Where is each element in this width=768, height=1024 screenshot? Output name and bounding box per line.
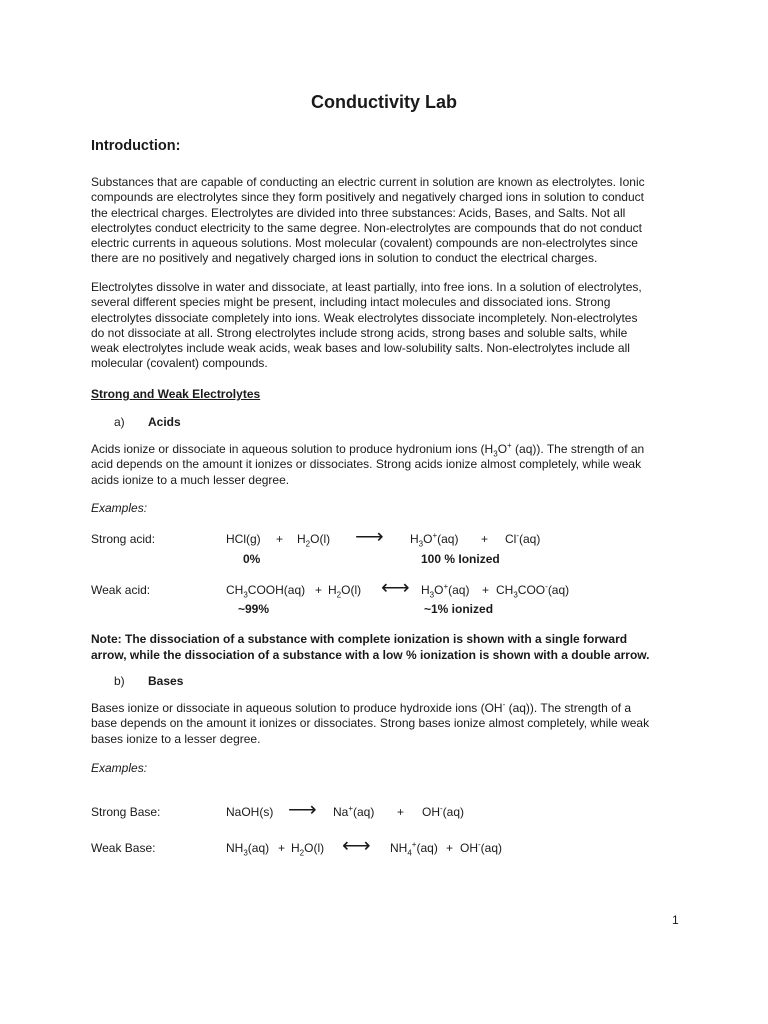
list-letter: b) (114, 674, 125, 688)
acids-label: Acids (148, 415, 181, 429)
strong-base-reactant: NaOH(s) (226, 805, 274, 819)
strong-base-label: Strong Base: (91, 805, 161, 819)
plus-sign: + (482, 583, 490, 597)
text-line: base depends on the amount it ionizes or dissociates. Strong bases ionize almost completely, while weak (91, 716, 650, 731)
strong-base-product-2: OH-(aq) (422, 804, 465, 819)
weak-base-product-1: $NH_4^+(aq)$ (390, 840, 438, 858)
text-line: several different species might be present, including intact molecules and dissociated ions. Strong (91, 295, 611, 310)
weak-acid-right-percent: ~1% ionized (424, 602, 494, 616)
examples-label: Examples: (91, 761, 148, 775)
strong-base-product-1: Na+(aq) (333, 804, 375, 819)
acids-paragraph (91, 442, 681, 488)
text-line: acid depends on the amount it ionizes or dissociates. Strong acids ionize almost completely, while weak (91, 457, 642, 472)
weak-acid-product-2: $CH_3COO^-(aq)$ (496, 582, 570, 600)
bases-label: Bases (148, 674, 184, 688)
weak-base-reactant-2: $H_2O(l)$ (291, 841, 325, 858)
weak-base-label: Weak Base: (91, 841, 156, 855)
bases-subheading (114, 674, 183, 688)
weak-base-reactant-1: $NH_3(aq)$ (226, 841, 270, 858)
double-arrow-icon: ⟷ (381, 577, 410, 599)
bases-paragraph (91, 701, 681, 747)
plus-sign: + (278, 841, 286, 855)
weak-acid-label: Weak acid: (91, 583, 151, 597)
text-line: bases ionize to a lesser degree. (91, 731, 261, 746)
strong-acid-product-1: $H_3O^+(aq)$ (410, 531, 459, 549)
plus-sign: + (276, 532, 284, 546)
text-line: do not dissociate at all. Strong electrolytes include strong acids, strong bases and soluble salts, while (91, 325, 628, 340)
acids-subheading (114, 415, 181, 429)
page-title: Conductivity Lab (310, 92, 457, 112)
weak-acid-reactant-1: $CH_3COOH(aq)$ (226, 583, 306, 600)
text-line: Note: The dissociation of a substance with complete ionization is shown with a single forward (91, 632, 628, 646)
plus-sign: + (446, 841, 454, 855)
strong-acid-label: Strong acid: (91, 532, 156, 546)
double-arrow-icon: ⟷ (342, 835, 371, 857)
text-line: electric currents in aqueous solutions. Most molecular (covalent) compounds are non-electrolytes since (91, 236, 638, 251)
introduction-heading: Introduction: (91, 138, 181, 154)
text-line: molecular (covalent) compounds. (91, 356, 268, 371)
weak-acid-reactant-2: $H_2O(l)$ (328, 583, 362, 600)
examples-label: Examples: (91, 501, 148, 515)
text-line: electrolytes conduct electricity to the same degree. Non-electrolytes are compounds that do not conduct (91, 220, 642, 235)
text-line: electrolytes dissociate completely into ions. Weak electrolytes dissociate incompletely. Non-electrolytes (91, 310, 638, 325)
text-line: acids ionize to a much lesser degree. (91, 472, 290, 487)
plus-sign: + (397, 805, 405, 819)
note-paragraph (91, 631, 691, 663)
strong-acid-right-percent: 100 % Ionized (421, 552, 500, 566)
text-line: the electrical charges. Electrolytes are divided into three substances: Acids, Bases, and Salts. Not all (91, 205, 626, 220)
weak-acid-left-percent: ~99% (238, 602, 270, 616)
forward-arrow-icon: ⟶ (288, 799, 317, 821)
strong-acid-reactant-2: $H_2O(l)$ (297, 532, 331, 549)
weak-acid-product-1: $H_3O^+(aq)$ (421, 582, 470, 600)
plus-sign: + (481, 532, 489, 546)
text-line: weak electrolytes include weak acids, weak bases and low-solubility salts. Non-electrolytes include all (91, 341, 630, 356)
strong-acid-left-percent: 0% (243, 552, 261, 566)
intro-paragraph-1 (91, 175, 681, 267)
strong-acid-product-2: Cl-(aq) (505, 531, 541, 546)
intro-paragraph-2 (91, 280, 681, 372)
text-line: Substances that are capable of conducting an electric current in solution are known as electrolytes. Ionic (91, 175, 645, 189)
text-line: Acids ionize or dissociate in aqueous solution to produce hydronium ions ($H_3O^+$ (aq)). The strength of an (91, 441, 645, 459)
strong-acid-reactant-1: HCl(g) (226, 532, 261, 546)
weak-base-product-2: OH-(aq) (460, 840, 503, 855)
text-line: there are no positively and negatively charged ions in solution to conduct the electrical charges. (91, 251, 598, 266)
text-line: Bases ionize or dissociate in aqueous solution to produce hydroxide ions (OH- (aq)). The strength of a (91, 700, 632, 715)
text-line: arrow, while the dissociation of a substance with a low % ionization is shown with a double arrow. (91, 648, 650, 662)
text-line: compounds are electrolytes since they form positively and negatively charged ions in solution to conduct (91, 190, 644, 205)
plus-sign: + (315, 583, 323, 597)
list-letter: a) (114, 415, 125, 429)
section-heading: Strong and Weak Electrolytes (91, 387, 261, 401)
text-line: Electrolytes dissolve in water and dissociate, at least partially, into free ions. In a solution of electrolytes, (91, 280, 642, 294)
page-number: 1 (672, 913, 679, 927)
forward-arrow-icon: ⟶ (355, 526, 384, 548)
